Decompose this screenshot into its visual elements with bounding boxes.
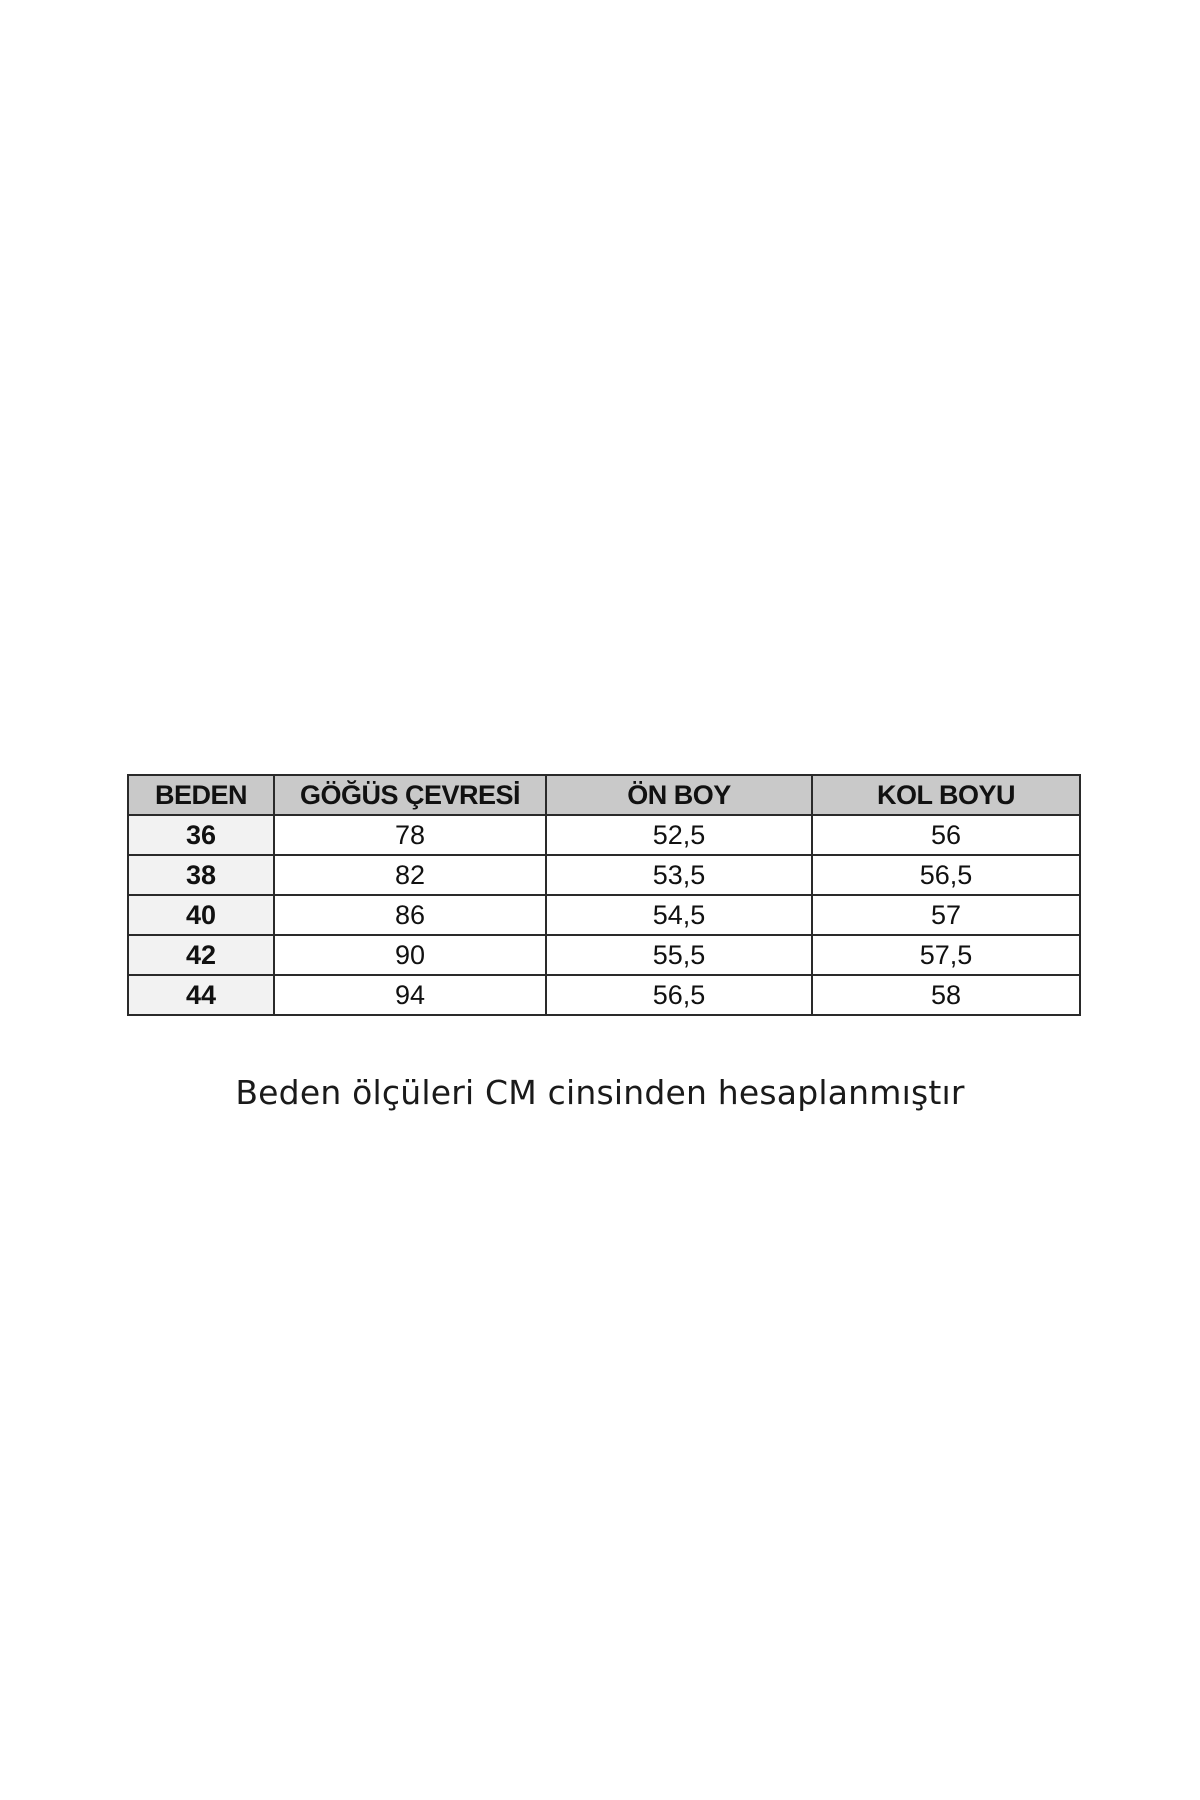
header-sleeve-length: KOL BOYU (812, 775, 1080, 815)
sleeve-length-cell: 58 (812, 975, 1080, 1015)
chest-cell: 90 (274, 935, 546, 975)
header-size: BEDEN (128, 775, 274, 815)
size-chart-header (128, 775, 1080, 815)
chest-cell: 94 (274, 975, 546, 1015)
front-length-cell: 53,5 (546, 855, 812, 895)
size-cell: 36 (128, 815, 274, 855)
chest-cell: 78 (274, 815, 546, 855)
header-front-length: ÖN BOY (546, 775, 812, 815)
chest-cell: 82 (274, 855, 546, 895)
size-cell: 42 (128, 935, 274, 975)
size-chart-table (127, 774, 1081, 1016)
table-row (128, 815, 1080, 855)
size-cell: 44 (128, 975, 274, 1015)
sleeve-length-cell: 56,5 (812, 855, 1080, 895)
sleeve-length-cell: 56 (812, 815, 1080, 855)
table-row (128, 935, 1080, 975)
size-cell: 40 (128, 895, 274, 935)
chest-cell: 86 (274, 895, 546, 935)
sleeve-length-cell: 57,5 (812, 935, 1080, 975)
table-row (128, 895, 1080, 935)
front-length-cell: 55,5 (546, 935, 812, 975)
front-length-cell: 54,5 (546, 895, 812, 935)
header-row (128, 775, 1080, 815)
header-chest: GÖĞÜS ÇEVRESİ (274, 775, 546, 815)
measurement-unit-note: Beden ölçüleri CM cinsinden hesaplanmıştır (235, 1073, 965, 1112)
size-chart-body (128, 815, 1080, 1015)
sleeve-length-cell: 57 (812, 895, 1080, 935)
table-row (128, 975, 1080, 1015)
table-row (128, 855, 1080, 895)
front-length-cell: 52,5 (546, 815, 812, 855)
front-length-cell: 56,5 (546, 975, 812, 1015)
size-cell: 38 (128, 855, 274, 895)
